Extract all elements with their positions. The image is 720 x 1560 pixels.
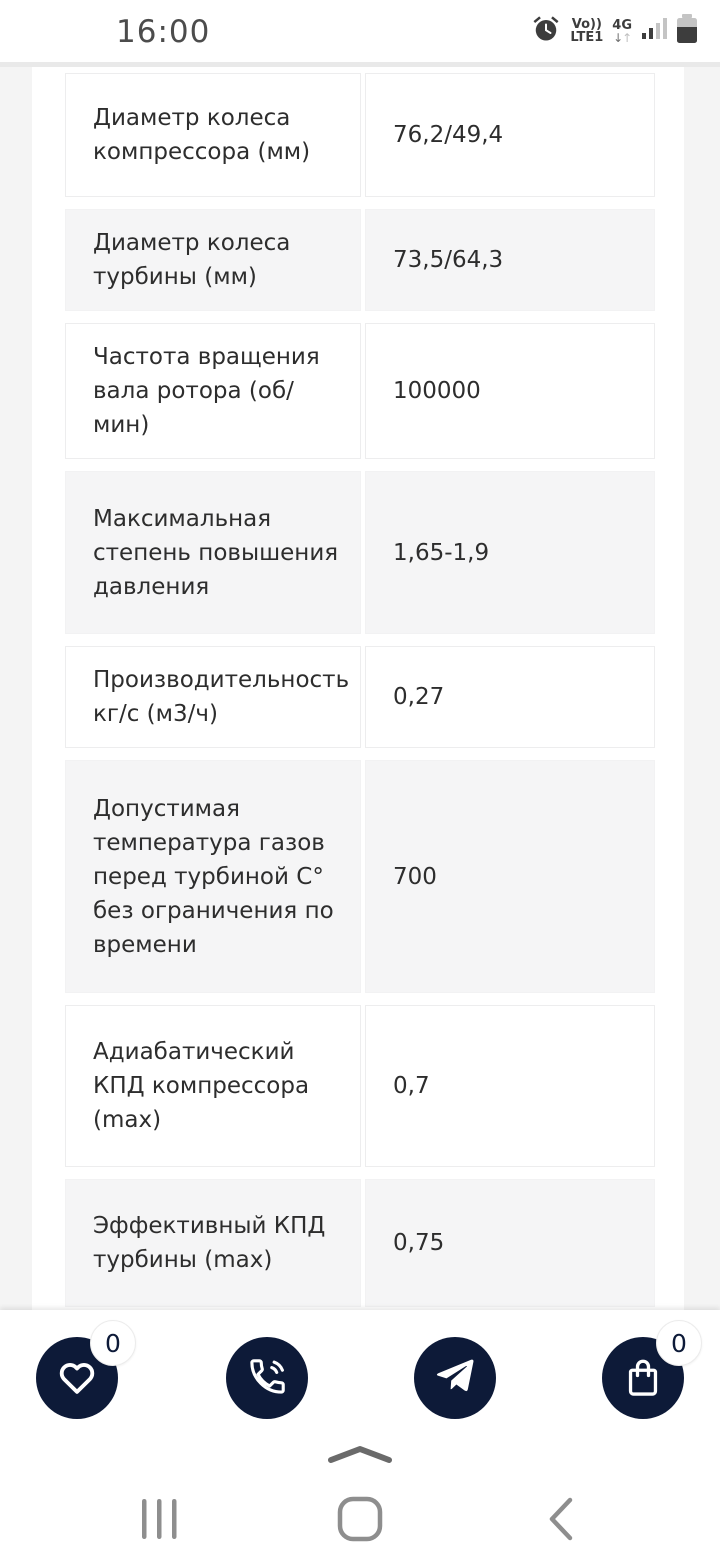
- cart-count: 0: [671, 1328, 687, 1358]
- spec-value: 100000: [393, 378, 481, 404]
- spec-value-cell: [365, 1005, 655, 1167]
- spec-value: 700: [393, 863, 437, 890]
- spec-name: Максимальная степень повышения давления: [93, 505, 339, 600]
- spec-name-cell: [65, 760, 361, 993]
- spec-value: 76,2/49,4: [393, 122, 504, 148]
- spec-table: [65, 73, 655, 1310]
- back-icon: [546, 1496, 574, 1545]
- spec-name: Адиабатический КПД компрессора (max): [93, 1039, 310, 1133]
- table-row: [65, 760, 655, 993]
- page-content: [0, 67, 720, 1310]
- spec-name-cell: [65, 1179, 361, 1307]
- cart-count-badge: [656, 1320, 702, 1366]
- table-row: [65, 471, 655, 634]
- table-row: [65, 1179, 655, 1307]
- spec-name: Частота вращения вала ротора (об/мин): [93, 344, 320, 438]
- spec-value-cell: [365, 209, 655, 311]
- recent-apps-button[interactable]: [124, 1490, 196, 1550]
- spec-value-cell: [365, 73, 655, 197]
- table-row: [65, 73, 655, 197]
- spec-value-cell: [365, 1179, 655, 1307]
- spec-name: Производительность кг/с (м3/ч): [93, 667, 350, 727]
- favorites-count: 0: [105, 1328, 121, 1358]
- spec-value: 0,75: [393, 1230, 445, 1256]
- spec-value-cell: [365, 760, 655, 993]
- left-page-gutter: [0, 67, 32, 1310]
- spec-name-cell: [65, 646, 361, 748]
- signal-strength-icon: [641, 16, 667, 46]
- spec-name-cell: [65, 209, 361, 311]
- favorites-count-badge: [90, 1320, 136, 1366]
- spec-name-cell: [65, 1005, 361, 1167]
- telegram-button[interactable]: [414, 1337, 496, 1419]
- home-button[interactable]: [324, 1490, 396, 1550]
- volte-icon: Vo)) LTE1: [570, 17, 604, 45]
- spec-name: Допустимая температура газов перед турбиной С° без ограничения по времени: [93, 795, 334, 958]
- battery-icon: [676, 14, 698, 48]
- spec-name-cell: [65, 73, 361, 197]
- right-page-gutter[interactable]: [684, 67, 720, 1310]
- spec-value: 0,27: [393, 684, 445, 710]
- table-row: [65, 1005, 655, 1167]
- spec-value: 73,5/64,3: [393, 247, 504, 273]
- android-navigation-bar: [0, 1476, 720, 1560]
- table-row: [65, 209, 655, 311]
- spec-name: Диаметр колеса турбины (мм): [93, 230, 291, 290]
- spec-value-cell: [365, 646, 655, 748]
- table-row: [65, 646, 655, 748]
- phone-ring-icon: [245, 1355, 289, 1402]
- spec-value: 1,65-1,9: [393, 539, 490, 566]
- heart-icon: [55, 1355, 99, 1402]
- spec-name: Эффективный КПД турбины (max): [93, 1213, 326, 1273]
- clock-time: 16:00: [116, 14, 211, 50]
- telegram-plane-icon: [432, 1354, 478, 1403]
- spec-value-cell: [365, 323, 655, 459]
- spec-value: 0,7: [393, 1073, 430, 1099]
- shopping-bag-icon: [621, 1355, 665, 1402]
- toolbar-collapse-zone: [0, 1436, 720, 1476]
- chevron-up-handle[interactable]: [327, 1444, 393, 1468]
- home-icon: [337, 1496, 383, 1545]
- back-button[interactable]: [524, 1490, 596, 1550]
- spec-name: Диаметр колеса компрессора (мм): [93, 105, 311, 165]
- call-button[interactable]: [226, 1337, 308, 1419]
- status-icons: [531, 0, 698, 62]
- spec-name-cell: [65, 471, 361, 634]
- alarm-icon: [531, 14, 561, 48]
- status-bar: [0, 0, 720, 62]
- spec-value-cell: [365, 471, 655, 634]
- network-4g-icon: 4G ↓↑: [612, 17, 632, 45]
- spec-name-cell: [65, 323, 361, 459]
- recent-apps-icon: [140, 1497, 180, 1544]
- table-row: [65, 323, 655, 459]
- action-toolbar: [0, 1310, 720, 1436]
